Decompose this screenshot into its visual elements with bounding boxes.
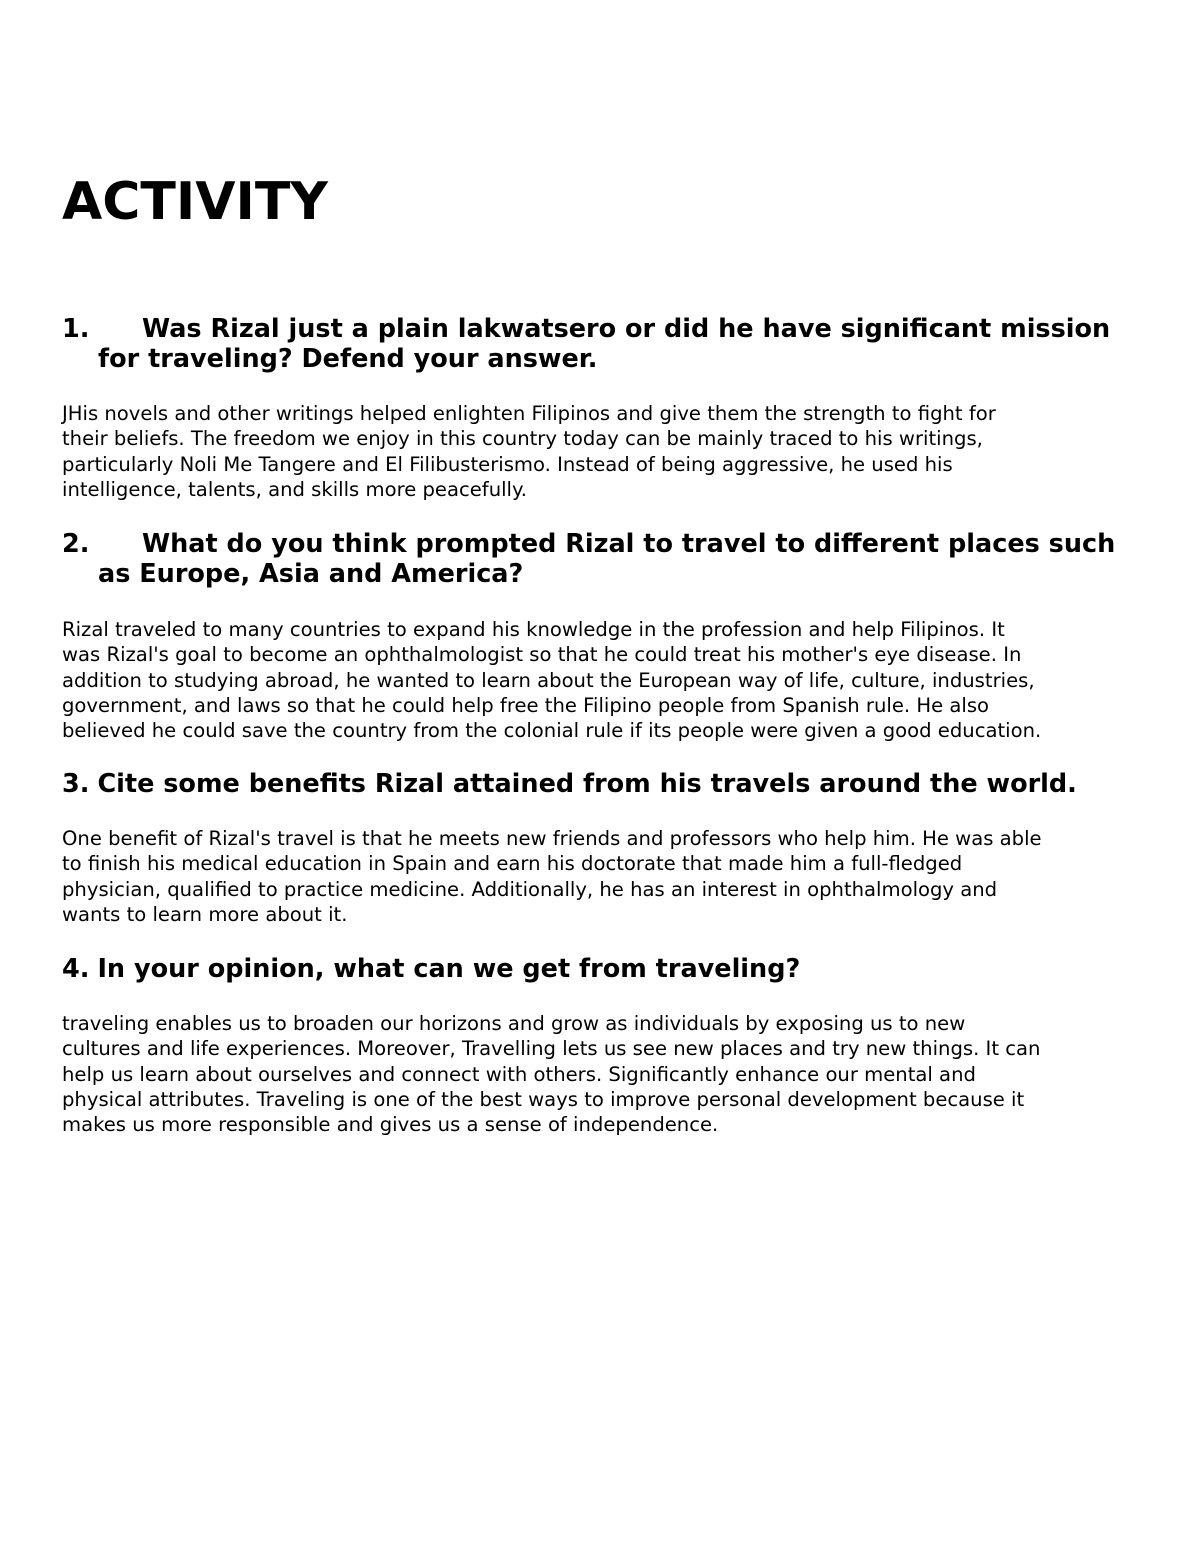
question-text-line2: as Europe, Asia and America? bbox=[98, 559, 524, 589]
question-3 bbox=[62, 769, 1152, 799]
question-number: 2. bbox=[62, 529, 90, 559]
question-text-line1: Cite some benefits Rizal attained from his travels around the world. bbox=[97, 769, 1077, 799]
question-text-line2: for traveling? Defend your answer. bbox=[98, 344, 598, 374]
question-number: 3. bbox=[62, 769, 90, 799]
answer-2: Rizal traveled to many countries to expand his knowledge in the profession and help Filipinos. It was Rizal's goal to become an ophthalmologist so that he could treat his mother's eye disease. In addition to studying abroad, he wanted to learn about the European way of life, culture, industries, government, and laws so that he could help free the Filipino people from Spanish rule. He also believed he could save the country from the colonial rule if its people were given a good education. bbox=[62, 618, 1042, 743]
answer-3: One benefit of Rizal's travel is that he meets new friends and professors who help him. He was able to finish his medical education in Spain and earn his doctorate that made him a full-fledged physician, qualified to practice medicine. Additionally, he has an interest in ophthalmology and wants to learn more about it. bbox=[62, 827, 1042, 926]
question-text-line1: Was Rizal just a plain lakwatsero or did he have significant mission bbox=[142, 314, 1111, 344]
question-number: 4. bbox=[62, 954, 90, 984]
page-title: ACTIVITY bbox=[62, 172, 328, 232]
question-number: 1. bbox=[62, 314, 90, 344]
question-text-line1: What do you think prompted Rizal to travel to different places such bbox=[142, 529, 1116, 559]
question-4 bbox=[62, 954, 1152, 984]
question-1 bbox=[62, 314, 1152, 374]
answer-1: JHis novels and other writings helped enlighten Filipinos and give them the strength to fight for their beliefs. The freedom we enjoy in this country today can be mainly traced to his writings, particularly Noli Me Tangere and El Filibusterismo. Instead of being aggressive, he used his intelligence, talents, and skills more peacefully. bbox=[62, 402, 996, 501]
question-2 bbox=[62, 529, 1152, 589]
answer-4: traveling enables us to broaden our horizons and grow as individuals by exposing us to new cultures and life experiences. Moreover, Travelling lets us see new places and try new things. It can help us learn about ourselves and connect with others. Significantly enhance our mental and physical attributes. Traveling is one of the best ways to improve personal development because it makes us more responsible and gives us a sense of independence. bbox=[62, 1012, 1041, 1137]
question-text-line1: In your opinion, what can we get from traveling? bbox=[97, 954, 801, 984]
